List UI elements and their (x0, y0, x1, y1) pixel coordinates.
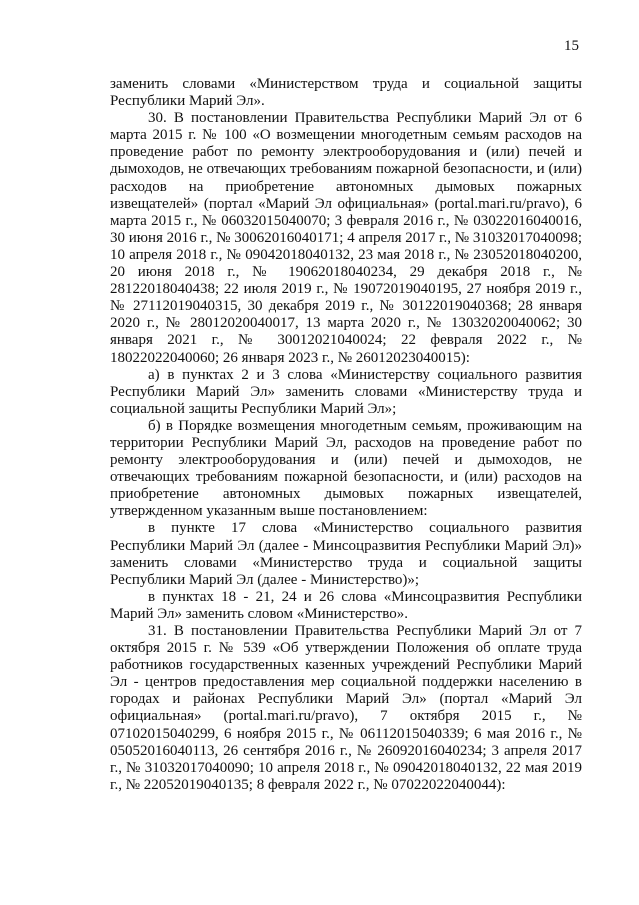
paragraph-continuation: заменить словами «Министерством труда и социальной защиты Республики Марий Эл». (110, 76, 582, 110)
paragraph-points-18-26: в пунктах 18 - 21, 24 и 26 слова «Минсоцразвития Республики Марий Эл» заменить словом «Министерство». (110, 588, 582, 622)
paragraph-item-31: 31. В постановлении Правительства Республики Марий Эл от 7 октября 2015 г. № 539 «Об утверждении Положения об оплате труда работников государственных казенных учреждений Республики Марий Эл - центров предоставления мер социальной поддержки населению в городах и районах Республики Марий Эл» (портал «Марий Эл официальная» (portal.mari.ru/pravo), 7 октября 2015 г., № 07102015040299, 6 ноября 2015 г., № 06112015040339; 6 мая 2016 г., № 05052016040113, 26 сентября 2016 г., № 26092016040234; 3 апреля 2017 г., № 31032017040090; 10 апреля 2018 г., № 09042018040132, 22 мая 2019 г., № 22052019040135; 8 февраля 2022 г., № 07022022040044): (110, 623, 582, 793)
paragraph-point-17: в пункте 17 слова «Министерство социального развития Республики Марий Эл (далее - Минсоцразвития Республики Марий Эл)» заменить словами «Министерство труда и социальной защиты Республики Марий Эл (далее - Министерство)»; (110, 520, 582, 588)
document-body (110, 76, 582, 794)
paragraph-item-30: 30. В постановлении Правительства Республики Марий Эл от 6 марта 2015 г. № 100 «О возмещении многодетным семьям расходов на проведение работ по ремонту электрооборудования и (или) печей и дымоходов, не отвечающих требованиям пожарной безопасности, и (или) расходов на приобретение автономных дымовых пожарных извещателей» (портал «Марий Эл официальная» (portal.mari.ru/pravo), 6 марта 2015 г., № 06032015040070; 3 февраля 2016 г., № 03022016040016, 30 июня 2016 г., № 30062016040171; 4 апреля 2017 г., № 31032017040098; 10 апреля 2018 г., № 09042018040132, 23 мая 2018 г., № 23052018040200, 20 июня 2018 г., № 19062018040234, 29 декабря 2018 г., № 28122018040438; 22 июля 2019 г., № 19072019040195, 27 ноября 2019 г., № 27112019040315, 30 декабря 2019 г., № 30122019040368; 28 января 2020 г., № 28012020040017, 13 марта 2020 г., № 13032020040062; 30 января 2021 г., № 30012021040024; 22 февраля 2022 г., № 18022022040060; 26 января 2023 г., № 26012023040015): (110, 110, 582, 366)
paragraph-subitem-b: б) в Порядке возмещения многодетным семьям, проживающим на территории Республики Марий Эл, расходов на проведение работ по ремонту электрооборудования и (или) печей и дымоходов, не отвечающих требованиям пожарной безопасности, и (или) расходов на приобретение автономных дымовых пожарных извещателей, утвержденном указанным выше постановлением: (110, 417, 582, 520)
paragraph-subitem-a: а) в пунктах 2 и 3 слова «Министерству социального развития Республики Марий Эл» заменить словами «Министерству труда и социальной защиты Республики Марий Эл»; (110, 366, 582, 417)
page-number: 15 (564, 38, 579, 54)
